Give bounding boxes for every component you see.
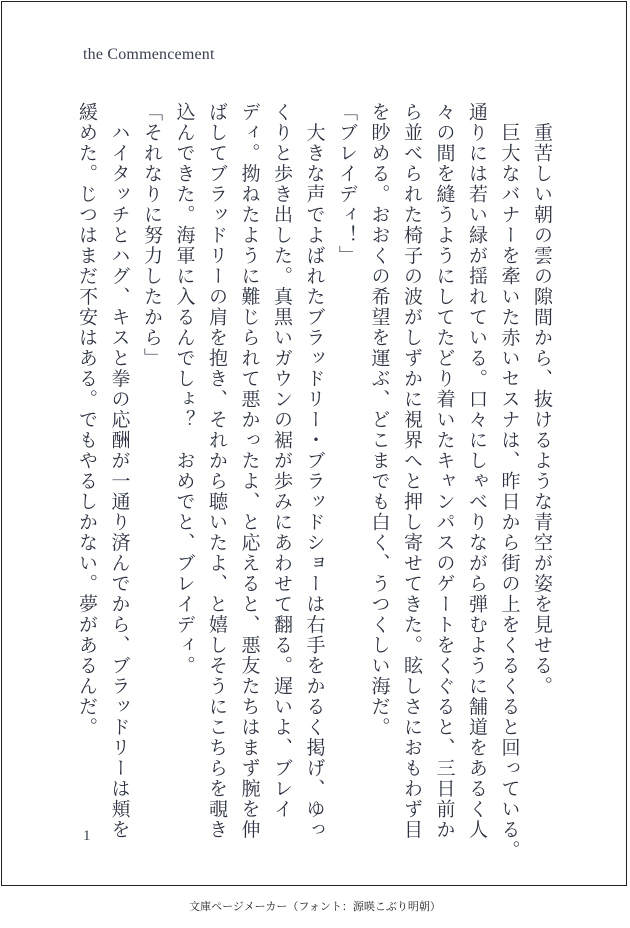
text-line: 々の間を縫うようにしてたどり着いたキャンパスのゲートをくぐると、三日前か — [433, 102, 456, 840]
text-line: 大きな声でよばれたブラッドリー・ブラッドショーは右手をかるく掲げ、ゆっ — [303, 102, 326, 840]
text-line: 重苦しい朝の雲の隙間から、抜けるような青空が姿を見せる。 — [531, 102, 553, 697]
text-line: 「ブレイディ！」 — [336, 102, 358, 266]
text-line: くりと歩き出した。真黒いガウンの裾が歩みにあわせて翻る。遅いよ、ブレイ — [271, 102, 293, 820]
text-line: ら並べられた椅子の波がしずかに視界へと押し寄せてきた。眩しさにおもわず目 — [401, 102, 423, 840]
chapter-title: the Commencement — [83, 46, 215, 63]
page-number: 1 — [83, 828, 91, 844]
book-page — [1, 1, 627, 886]
text-line: 巨大なバナーを牽いた赤いセスナは、昨日から街の上をくるくると回っている。 — [498, 102, 521, 861]
text-line: 通りには若い緑が揺れている。口々にしゃべりながら弾むように舗道をあるく人 — [466, 102, 488, 840]
text-line: 込んできた。海軍に入るんでしょ？ おめでと、ブレイディ。 — [173, 102, 196, 676]
text-line: ディ。拗ねたように難じられて悪かったよ、と応えると、悪友たちはまず腕を伸 — [238, 102, 261, 840]
text-line: 緩めた。じつはまだ不安はある。でもやるしかない。夢があるんだ。 — [76, 102, 98, 738]
text-line: 「それなりに努力したから」 — [141, 102, 163, 369]
text-line: ハイタッチとハグ、キスと拳の応酬が一通り済んでから、ブラッドリーは頬を — [108, 102, 131, 840]
footer-credit: 文庫ページメーカー（フォント：源暎こぶり明朝） — [189, 900, 441, 913]
text-line: を眇める。おおくの希望を運ぶ、どこまでも白く、うつくしい海だ。 — [368, 102, 391, 738]
vertical-body-text — [71, 102, 559, 861]
text-line: ばしてブラッドリーの肩を抱き、それから聴いたよ、と嬉しそうにこちらを覗き — [206, 102, 228, 840]
